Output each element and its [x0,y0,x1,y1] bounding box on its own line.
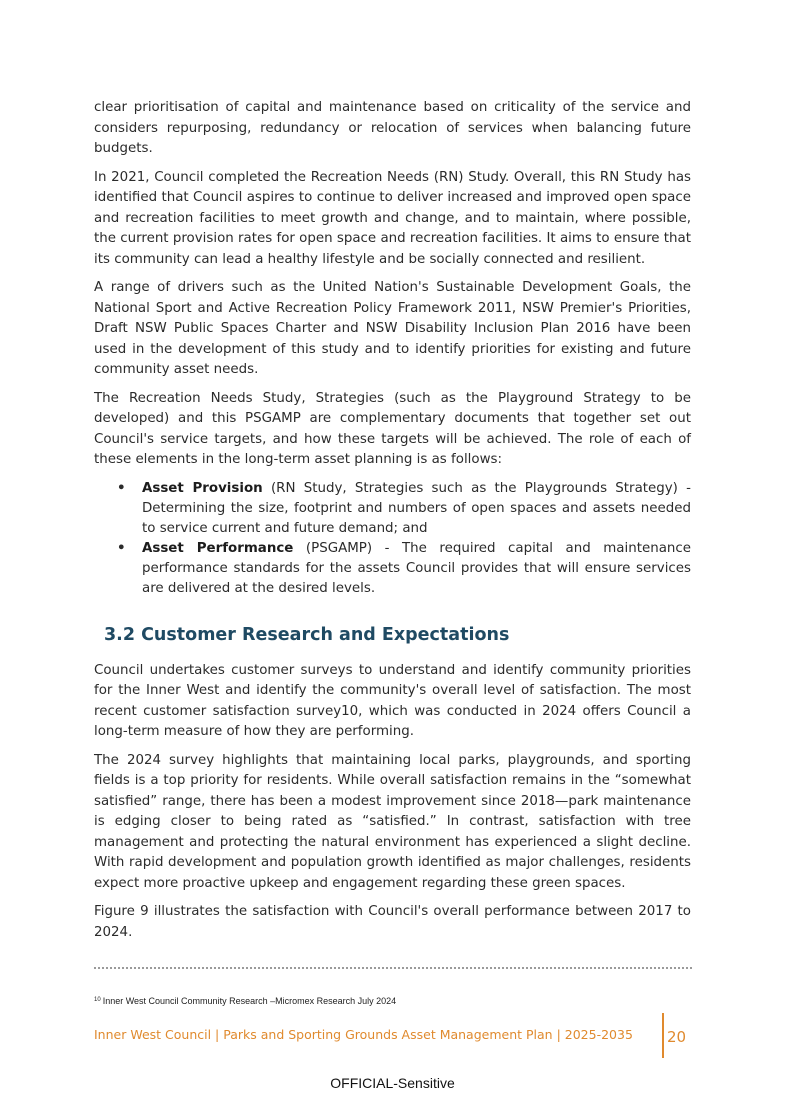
list-item-text: (PSGAMP) - The required capital and maintenance performance standards for the assets Council provides that will ensure services are delivered at the desired levels. [142,540,691,596]
footnote [94,996,396,1006]
list-item [142,539,691,599]
footer-title: Inner West Council | Parks and Sporting Grounds Asset Management Plan | 2025-2035 [94,1027,633,1042]
page-number: 20 [667,1028,687,1046]
document-body [94,98,691,951]
list-item-title: Asset Provision [142,480,263,496]
footnote-divider [94,967,692,969]
body-paragraph-3: A range of drivers such as the United Nation's Sustainable Development Goals, the National Sport and Active Recreation Policy Framework 2011, NSW Premier's Priorities, Draft NSW Public Spaces Charter and NSW Disability Inclusion Plan 2016 have been used in the development of this study and to identify priorities for existing and future community asset needs. [94,280,691,377]
section-paragraph-1: Council undertakes customer surveys to understand and identify community priorities for the Inner West and identify the community's overall level of satisfaction. The most recent customer satisfaction survey10, which was conducted in 2024 offers Council a long-term measure of how they are performing. [94,662,691,739]
list-item-title: Asset Performance [142,540,294,556]
section-paragraph-3: Figure 9 illustrates the satisfaction with Council's overall performance between 2017 to 2024. [94,904,691,940]
section-heading: 3.2 Customer Research and Expectations [104,624,510,645]
body-paragraph-1: clear prioritisation of capital and maintenance based on criticality of the service and considers repurposing, redundancy or relocation of services when balancing future budgets. [94,100,691,156]
body-paragraph-4: The Recreation Needs Study, Strategies (such as the Playground Strategy to be developed) and this PSGAMP are complementary documents that together set out Council's service targets, and how these targets will be achieved. The role of each of these elements in the long-term asset planning is as follows: [94,390,691,467]
list-item [142,479,691,539]
classification-label: OFFICIAL-Sensitive [330,1075,455,1091]
body-paragraph-2: In 2021, Council completed the Recreation Needs (RN) Study. Overall, this RN Study has identified that Council aspires to continue to deliver increased and improved open space and recreation facilities to meet growth and change, and to maintain, where possible, the current provision rates for open space and recreation facilities. It aims to ensure that its community can lead a healthy lifestyle and be socially connected and resilient. [94,169,691,267]
footnote-text: Inner West Council Community Research –Micromex Research July 2024 [102,996,397,1006]
asset-planning-list [94,479,691,599]
footer-divider [662,1013,664,1058]
footnote-marker: 10 [94,997,101,1003]
list-item-text: (RN Study, Strategies such as the Playgrounds Strategy) - Determining the size, footprint and numbers of open spaces and assets needed to service current and future demand; and [142,480,691,536]
section-paragraph-2: The 2024 survey highlights that maintaining local parks, playgrounds, and sporting fields is a top priority for residents. While overall satisfaction remains in the “somewhat satisfied” range, there has been a modest improvement since 2018—park maintenance is edging closer to being rated as “satisfied.” In contrast, satisfaction with tree management and protecting the natural environment has experienced a slight decline. With rapid development and population growth identified as major challenges, residents expect more proactive upkeep and engagement regarding these green spaces. [94,752,691,891]
